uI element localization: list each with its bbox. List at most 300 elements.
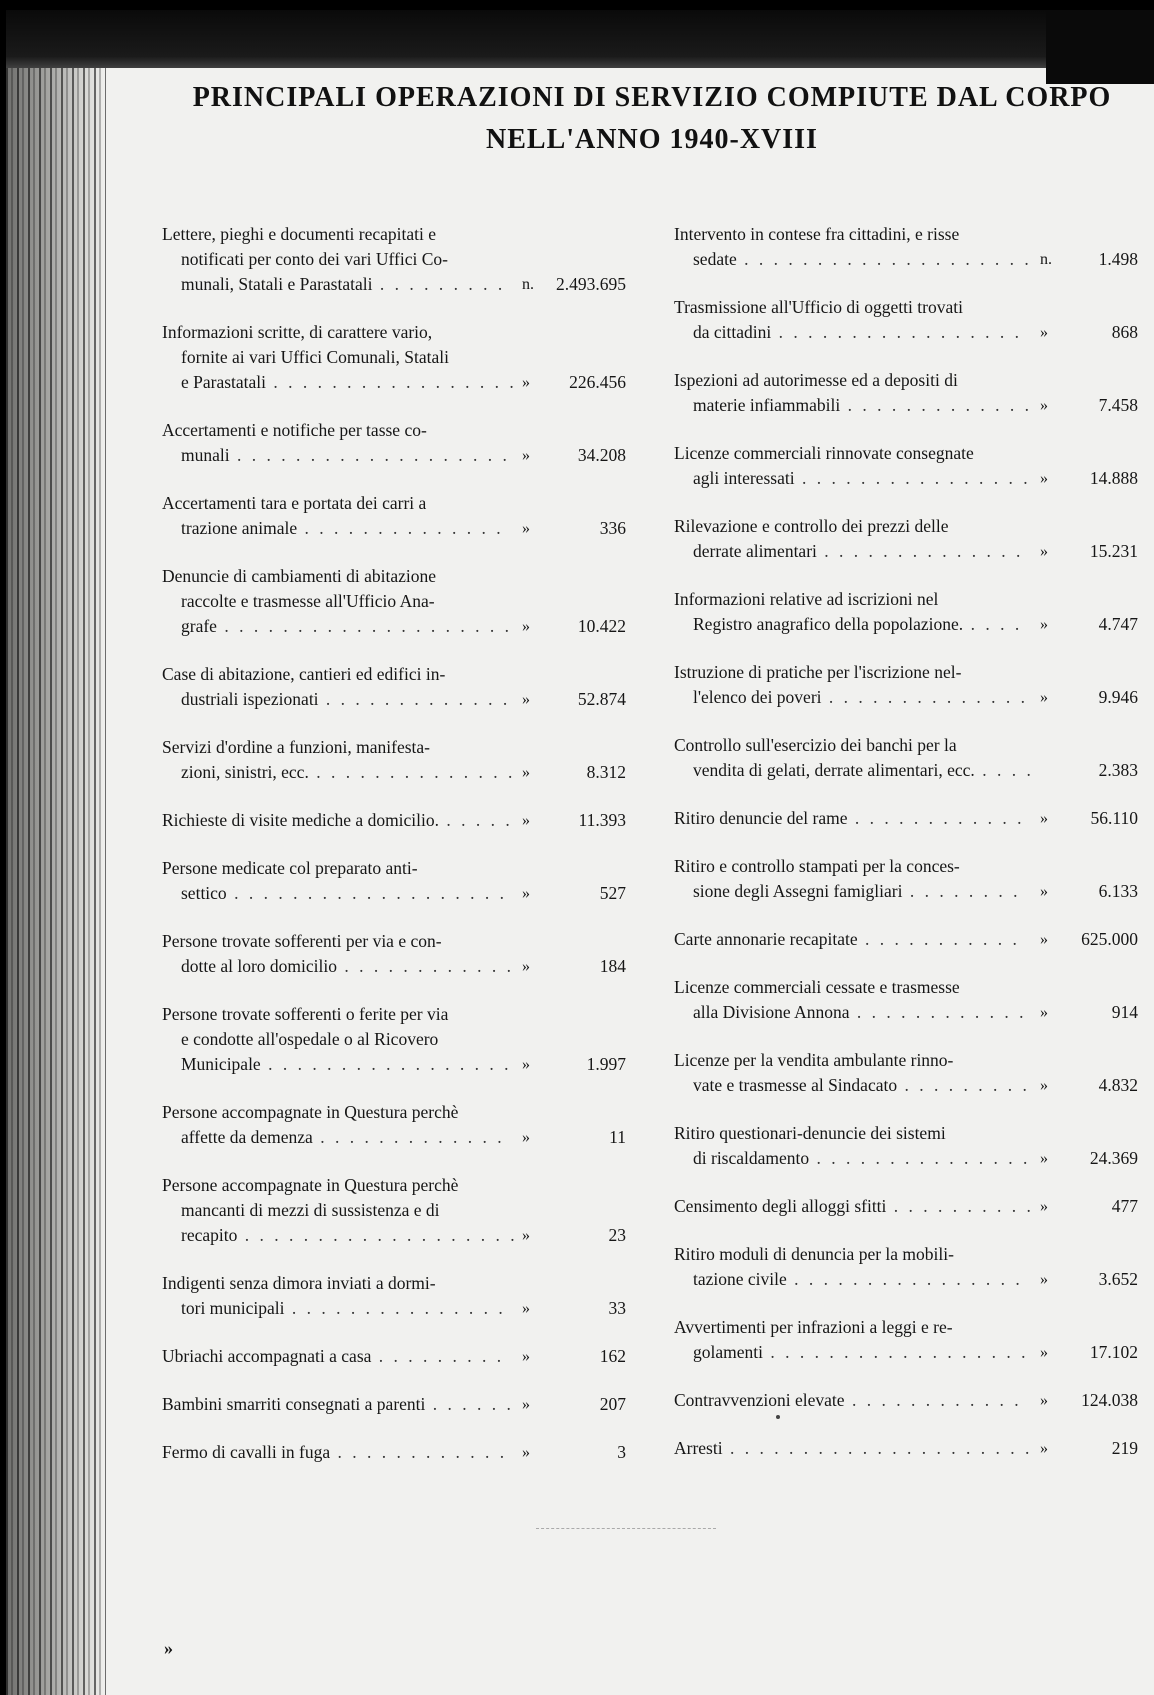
entry-line xyxy=(162,760,518,785)
entry-value: 34.208 xyxy=(577,445,626,465)
page-title: PRINCIPALI OPERAZIONI DI SERVIZIO COMPIUTE DAL CORPO xyxy=(192,82,1112,113)
entry-text: fornite ai vari Uffici Comunali, Statali xyxy=(181,347,449,367)
entry-value: 914 xyxy=(1111,1002,1138,1022)
entry-text: Persone medicate col preparato anti- xyxy=(162,858,418,878)
entry-line xyxy=(162,320,518,345)
leader-dots: . . . . . . . . . xyxy=(897,1075,1030,1095)
table-row xyxy=(674,587,1138,637)
entry-text: munali xyxy=(181,445,230,465)
entry-text: Municipale xyxy=(181,1054,261,1074)
leader-dots: . . . . . . . . . . xyxy=(886,1196,1034,1216)
entry-text: Richieste di visite mediche a domicilio. xyxy=(162,810,440,830)
left-column xyxy=(162,222,626,1465)
ditto-marker: » xyxy=(522,618,530,635)
entry-value: 207 xyxy=(599,1394,626,1414)
entry-description xyxy=(674,660,1034,710)
entry-value: 11.393 xyxy=(578,810,626,830)
entry-line xyxy=(162,1052,518,1077)
entry-line xyxy=(162,735,518,760)
entry-value: 15.231 xyxy=(1089,541,1138,561)
row-gap xyxy=(162,785,626,808)
table-row xyxy=(162,1271,626,1321)
row-gap xyxy=(162,541,626,564)
entry-line xyxy=(674,247,1034,272)
entry-line xyxy=(674,1000,1034,1025)
entry-line xyxy=(674,1388,1034,1413)
table-row xyxy=(162,564,626,639)
entry-text: Denuncie di cambiamenti di abitazione xyxy=(162,566,437,586)
entry-value: 868 xyxy=(1111,322,1138,342)
table-row xyxy=(162,1440,626,1465)
table-row xyxy=(674,660,1138,710)
entry-line xyxy=(674,975,1034,1000)
entry-text: dotte al loro domicilio xyxy=(181,956,338,976)
entry-line xyxy=(674,587,1034,612)
ditto-marker: » xyxy=(1040,1198,1048,1215)
table-row xyxy=(162,1100,626,1150)
entry-line xyxy=(162,856,518,881)
entry-line xyxy=(162,1125,518,1150)
leader-dots: . . . . . . . . . xyxy=(372,274,506,294)
entry-description xyxy=(162,1344,518,1369)
entry-line xyxy=(162,1173,518,1198)
leader-dots: . . . . . . . . xyxy=(902,881,1021,901)
entry-line xyxy=(674,1436,1034,1461)
table-row xyxy=(674,975,1138,1025)
leader-dots: . . . . . . . . . . . . . . . . . . xyxy=(762,1342,1029,1362)
table-row xyxy=(674,927,1138,952)
row-gap xyxy=(674,1413,1138,1436)
entry-text: Censimento degli alloggi sfitti xyxy=(674,1196,887,1216)
entry-description xyxy=(162,418,518,468)
row-gap xyxy=(162,395,626,418)
entry-line xyxy=(162,1223,518,1248)
entry-text: Avvertimenti per infrazioni a leggi e re- xyxy=(674,1317,953,1337)
table-row xyxy=(674,1436,1138,1461)
entry-text: Ispezioni ad autorimesse ed a depositi di xyxy=(674,370,958,390)
entry-text: l'elenco dei poveri xyxy=(693,687,822,707)
entry-text: Informazioni scritte, di carattere vario, xyxy=(162,322,433,342)
entry-line xyxy=(674,222,1034,247)
entry-text: mancanti di mezzi di sussistenza e di xyxy=(181,1200,440,1220)
entry-line xyxy=(162,1027,518,1052)
table-row xyxy=(674,1242,1138,1292)
leader-dots: . . . . xyxy=(974,760,1034,780)
entry-text: Ritiro questionari-denuncie dei sistemi xyxy=(674,1123,946,1143)
ditto-marker: » xyxy=(522,1056,530,1073)
entry-line xyxy=(162,1198,518,1223)
entry-description xyxy=(674,1121,1034,1171)
entry-value: 33 xyxy=(608,1298,626,1318)
table-row xyxy=(674,1388,1138,1413)
table-row xyxy=(162,662,626,712)
entry-text: zioni, sinistri, ecc. xyxy=(181,762,309,782)
row-gap xyxy=(162,979,626,1002)
entry-line xyxy=(674,1267,1034,1292)
entry-description xyxy=(674,1048,1034,1098)
entry-text: notificati per conto dei vari Uffici Co- xyxy=(181,249,448,269)
entry-description xyxy=(674,587,1034,637)
entry-line xyxy=(674,393,1034,418)
ditto-marker: » xyxy=(522,1129,530,1146)
entry-text: Licenze commerciali rinnovate consegnate xyxy=(674,443,974,463)
entry-description xyxy=(674,975,1034,1025)
ditto-marker: » xyxy=(1040,689,1048,706)
entry-description xyxy=(674,441,1034,491)
table-row xyxy=(162,856,626,906)
entry-line xyxy=(162,614,518,639)
entry-value: 3 xyxy=(617,1442,626,1462)
entry-value: 162 xyxy=(599,1346,626,1366)
entry-text: derrate alimentari xyxy=(693,541,817,561)
entry-value: 3.652 xyxy=(1098,1269,1138,1289)
entry-text: grafe xyxy=(181,616,217,636)
leader-dots: . . . . . . . . . xyxy=(371,1346,505,1366)
entry-description xyxy=(674,806,1034,831)
row-gap xyxy=(162,712,626,735)
row-gap xyxy=(674,418,1138,441)
entry-description xyxy=(674,1436,1034,1461)
ditto-marker: » xyxy=(1040,1150,1048,1167)
leader-dots: . . . . . . . . . . . xyxy=(857,929,1020,949)
entry-text: materie infiammabili xyxy=(693,395,841,415)
entry-text: Fermo di cavalli in fuga xyxy=(162,1442,331,1462)
leader-dots: . . . . . . . . . . . . . . . xyxy=(284,1298,506,1318)
entry-line xyxy=(674,1194,1034,1219)
leader-dots: . . . . . . . . . . . . . . xyxy=(297,518,504,538)
row-gap xyxy=(674,1292,1138,1315)
entry-line xyxy=(162,881,518,906)
row-gap xyxy=(674,904,1138,927)
row-gap xyxy=(162,1077,626,1100)
leader-dots: . . . . . . . . . . . . . xyxy=(840,395,1032,415)
table-row xyxy=(162,1173,626,1248)
entry-line xyxy=(162,516,518,541)
entry-description xyxy=(162,929,518,979)
table-row xyxy=(162,808,626,833)
ditto-marker: n. xyxy=(522,276,534,293)
table-row xyxy=(674,1048,1138,1098)
entry-description xyxy=(674,514,1034,564)
entry-line xyxy=(674,539,1034,564)
entry-value: 124.038 xyxy=(1081,1390,1138,1410)
entry-description xyxy=(162,1271,518,1321)
entry-description xyxy=(674,368,1034,418)
entry-text: agli interessati xyxy=(693,468,795,488)
leader-dots: . . . . . . . . . . . . . . xyxy=(821,687,1029,707)
entry-value: 219 xyxy=(1111,1438,1138,1458)
leader-dots: . . . . . . . . . . . . . . . . . . . . xyxy=(216,616,512,636)
entry-line xyxy=(674,612,1034,637)
ditto-marker: » xyxy=(1040,1344,1048,1361)
leader-dots: . . . . . . . . . . . . xyxy=(847,808,1025,828)
ditto-marker: » xyxy=(1040,324,1048,341)
entry-line xyxy=(162,1440,518,1465)
entry-value: 11 xyxy=(609,1127,626,1147)
ditto-marker: » xyxy=(1040,931,1048,948)
entry-line xyxy=(674,466,1034,491)
entry-description xyxy=(162,856,518,906)
ditto-marker: » xyxy=(1040,1440,1048,1457)
entry-line xyxy=(162,687,518,712)
table-row xyxy=(674,1315,1138,1365)
leader-dots: . . . . . . . . . . . . . . . . xyxy=(786,1269,1023,1289)
row-gap xyxy=(162,1321,626,1344)
entry-description xyxy=(674,222,1034,272)
ditto-marker: » xyxy=(522,691,530,708)
entry-text: Licenze commerciali cessate e trasmesse xyxy=(674,977,960,997)
entry-text: raccolte e trasmesse all'Ufficio Ana- xyxy=(181,591,435,611)
row-gap xyxy=(674,1219,1138,1242)
leader-dots: . . . . . . . . . . . . . . . . . xyxy=(771,322,1022,342)
entry-value: 24.369 xyxy=(1089,1148,1138,1168)
entry-text: Intervento in contese fra cittadini, e risse xyxy=(674,224,960,244)
entry-text: settico xyxy=(181,883,227,903)
entry-text: alla Divisione Annona xyxy=(693,1002,850,1022)
entry-line xyxy=(674,441,1034,466)
entry-value: 477 xyxy=(1111,1196,1138,1216)
entry-text: Accertamenti tara e portata dei carri a xyxy=(162,493,427,513)
leader-dots: . . . . . . . . . . . . xyxy=(337,956,515,976)
page-subtitle: NELL'ANNO 1940-XVIII xyxy=(486,124,818,155)
table-row xyxy=(674,1121,1138,1171)
entry-line xyxy=(674,1242,1034,1267)
table-row xyxy=(162,1392,626,1417)
ditto-marker: n. xyxy=(1040,251,1052,268)
row-gap xyxy=(162,1248,626,1271)
leader-dots: . . . . . . xyxy=(425,1394,514,1414)
entry-text: golamenti xyxy=(693,1342,763,1362)
entry-description xyxy=(674,1242,1034,1292)
entry-description xyxy=(674,733,1034,783)
leader-dots: . . . . . . . . . . . . . . . . xyxy=(794,468,1031,488)
entry-description xyxy=(674,1315,1034,1365)
ditto-marker: » xyxy=(1040,616,1048,633)
entry-value: 14.888 xyxy=(1089,468,1138,488)
entry-line xyxy=(674,514,1034,539)
entry-value: 7.458 xyxy=(1098,395,1138,415)
table-row xyxy=(162,929,626,979)
entry-line xyxy=(162,1271,518,1296)
entry-text: Accertamenti e notifiche per tasse co- xyxy=(162,420,427,440)
entry-value: 2.493.695 xyxy=(556,274,626,294)
entry-value: 6.133 xyxy=(1098,881,1138,901)
entry-line xyxy=(674,1073,1034,1098)
entry-text: vate e trasmesse al Sindacato xyxy=(693,1075,898,1095)
leader-dots: . . . . . . . . . . . . . . . . . . . xyxy=(226,883,507,903)
table-row xyxy=(674,222,1138,272)
leader-dots: . . . . . . . . . . . . . . . xyxy=(809,1148,1031,1168)
ditto-marker: » xyxy=(522,764,530,781)
entry-line xyxy=(674,660,1034,685)
ditto-marker: » xyxy=(1040,470,1048,487)
ditto-marker: » xyxy=(1040,1004,1048,1021)
entry-text: Carte annonarie recapitate xyxy=(674,929,858,949)
entry-line xyxy=(162,662,518,687)
entry-value: 625.000 xyxy=(1081,929,1138,949)
page-number: » xyxy=(164,1638,173,1658)
entry-text: trazione animale xyxy=(181,518,298,538)
entry-text: Rilevazione e controllo dei prezzi delle xyxy=(674,516,949,536)
entry-text: Ritiro e controllo stampati per la conces- xyxy=(674,856,960,876)
row-gap xyxy=(162,639,626,662)
entry-line xyxy=(674,733,1034,758)
entry-text: e Parastatali xyxy=(181,372,267,392)
entry-description xyxy=(674,1194,1034,1219)
table-row xyxy=(162,222,626,297)
right-column xyxy=(674,222,1138,1461)
entry-line xyxy=(674,1315,1034,1340)
entry-text: di riscaldamento xyxy=(693,1148,810,1168)
row-gap xyxy=(162,297,626,320)
entry-text: Persone accompagnate in Questura perchè xyxy=(162,1102,459,1122)
row-gap xyxy=(674,491,1138,514)
table-row xyxy=(674,854,1138,904)
entry-line xyxy=(162,929,518,954)
leader-dots: . . . . . . . . . . . . . . . . . . . . . xyxy=(722,1438,1033,1458)
row-gap xyxy=(674,1025,1138,1048)
entry-value: 52.874 xyxy=(577,689,626,709)
entry-text: Indigenti senza dimora inviati a dormi- xyxy=(162,1273,436,1293)
entry-text: tazione civile xyxy=(693,1269,787,1289)
entry-text: dustriali ispezionati xyxy=(181,689,319,709)
entry-line xyxy=(162,1002,518,1027)
row-gap xyxy=(674,952,1138,975)
ditto-marker: » xyxy=(1040,1271,1048,1288)
entry-description xyxy=(674,927,1034,952)
entry-text: Ubriachi accompagnati a casa xyxy=(162,1346,372,1366)
entry-value: 527 xyxy=(599,883,626,903)
entry-line xyxy=(162,564,518,589)
entry-value: 2.383 xyxy=(1098,760,1138,780)
entry-text: da cittadini xyxy=(693,322,772,342)
table-row xyxy=(162,418,626,468)
scan-corner xyxy=(1046,10,1154,84)
entry-text: Ritiro moduli di denuncia per la mobili- xyxy=(674,1244,954,1264)
ditto-marker: » xyxy=(522,520,530,537)
entry-value: 184 xyxy=(599,956,626,976)
entry-text: Case di abitazione, cantieri ed edifici in- xyxy=(162,664,446,684)
ditto-marker: » xyxy=(1040,810,1048,827)
entry-line xyxy=(674,1146,1034,1171)
row-gap xyxy=(162,1417,626,1440)
entry-line xyxy=(162,272,518,297)
row-gap xyxy=(674,1365,1138,1388)
entry-description xyxy=(162,1173,518,1248)
ditto-marker: » xyxy=(522,958,530,975)
row-gap xyxy=(674,831,1138,854)
entry-text: Informazioni relative ad iscrizioni nel xyxy=(674,589,939,609)
footer-rule xyxy=(536,1528,716,1530)
entry-text: Persone trovate sofferenti per via e con- xyxy=(162,931,442,951)
leader-dots: . . . . . . . . . . . . . . . . . xyxy=(266,372,517,392)
entry-text: vendita di gelati, derrate alimentari, ecc. xyxy=(693,760,975,780)
entry-line xyxy=(162,954,518,979)
entry-description xyxy=(162,662,518,712)
table-row xyxy=(674,368,1138,418)
entry-line xyxy=(162,1344,518,1369)
leader-dots: . . . . . . . . . . . . . . xyxy=(308,762,516,782)
entry-description xyxy=(162,735,518,785)
row-gap xyxy=(674,345,1138,368)
leader-dots: . . . . . . . . . . . . . xyxy=(312,1127,505,1147)
ditto-marker: » xyxy=(1040,883,1048,900)
leader-dots: . . . . . . . . . . . . xyxy=(844,1390,1022,1410)
entry-line xyxy=(162,345,518,370)
ditto-marker: » xyxy=(522,1300,530,1317)
entry-text: Licenze per la vendita ambulante rinno- xyxy=(674,1050,954,1070)
entry-description xyxy=(162,1100,518,1150)
entry-text: Arresti xyxy=(674,1438,723,1458)
ditto-marker: » xyxy=(522,447,530,464)
table-row xyxy=(674,733,1138,783)
entry-description xyxy=(162,808,518,833)
entry-line xyxy=(674,758,1034,783)
leader-dots: . . . . . . . . . . . . . . . . . . . xyxy=(237,1225,518,1245)
table-row xyxy=(674,514,1138,564)
entry-value: 1.498 xyxy=(1098,249,1138,269)
entry-description xyxy=(162,1392,518,1417)
entry-line xyxy=(162,247,518,272)
ditto-marker: » xyxy=(1040,1392,1048,1409)
row-gap xyxy=(162,1150,626,1173)
table-row xyxy=(674,441,1138,491)
ditto-marker: » xyxy=(522,1444,530,1461)
entry-text: Persone trovate sofferenti o ferite per via xyxy=(162,1004,449,1024)
table-row xyxy=(674,295,1138,345)
entry-description xyxy=(674,295,1034,345)
row-gap xyxy=(674,710,1138,733)
ditto-marker: » xyxy=(522,885,530,902)
table-row xyxy=(162,491,626,541)
table-row xyxy=(162,320,626,395)
entry-text: e condotte all'ospedale o al Ricovero xyxy=(181,1029,439,1049)
entry-description xyxy=(674,854,1034,904)
entry-line xyxy=(674,685,1034,710)
row-gap xyxy=(674,783,1138,806)
entry-text: tori municipali xyxy=(181,1298,285,1318)
entry-text: Persone accompagnate in Questura perchè xyxy=(162,1175,459,1195)
entry-value: 226.456 xyxy=(569,372,626,392)
entry-description xyxy=(162,491,518,541)
table-row xyxy=(162,1344,626,1369)
entry-description xyxy=(162,1002,518,1077)
entry-text: sedate xyxy=(693,249,737,269)
entry-text: Contravvenzioni elevate xyxy=(674,1390,845,1410)
entry-value: 4.832 xyxy=(1098,1075,1138,1095)
row-gap xyxy=(162,906,626,929)
entry-description xyxy=(674,1388,1034,1413)
ditto-marker: » xyxy=(1040,543,1048,560)
entry-line xyxy=(674,368,1034,393)
leader-dots: . . . . xyxy=(963,614,1023,634)
entry-value: 9.946 xyxy=(1098,687,1138,707)
entry-text: Lettere, pieghi e documenti recapitati e xyxy=(162,224,437,244)
entry-line xyxy=(674,1121,1034,1146)
ditto-marker: » xyxy=(522,1348,530,1365)
entry-text: Ritiro denuncie del rame xyxy=(674,808,848,828)
entry-value: 56.110 xyxy=(1090,808,1138,828)
leader-dots: . . . . . . . . . . . . . . xyxy=(816,541,1024,561)
entry-line xyxy=(674,1340,1034,1365)
ink-spot xyxy=(776,1415,780,1419)
entry-line xyxy=(162,589,518,614)
entry-line xyxy=(162,1100,518,1125)
entry-line xyxy=(674,927,1034,952)
row-gap xyxy=(674,1098,1138,1121)
leader-dots: . . . . . xyxy=(439,810,513,830)
entry-text: Bambini smarriti consegnati a parenti xyxy=(162,1394,426,1414)
